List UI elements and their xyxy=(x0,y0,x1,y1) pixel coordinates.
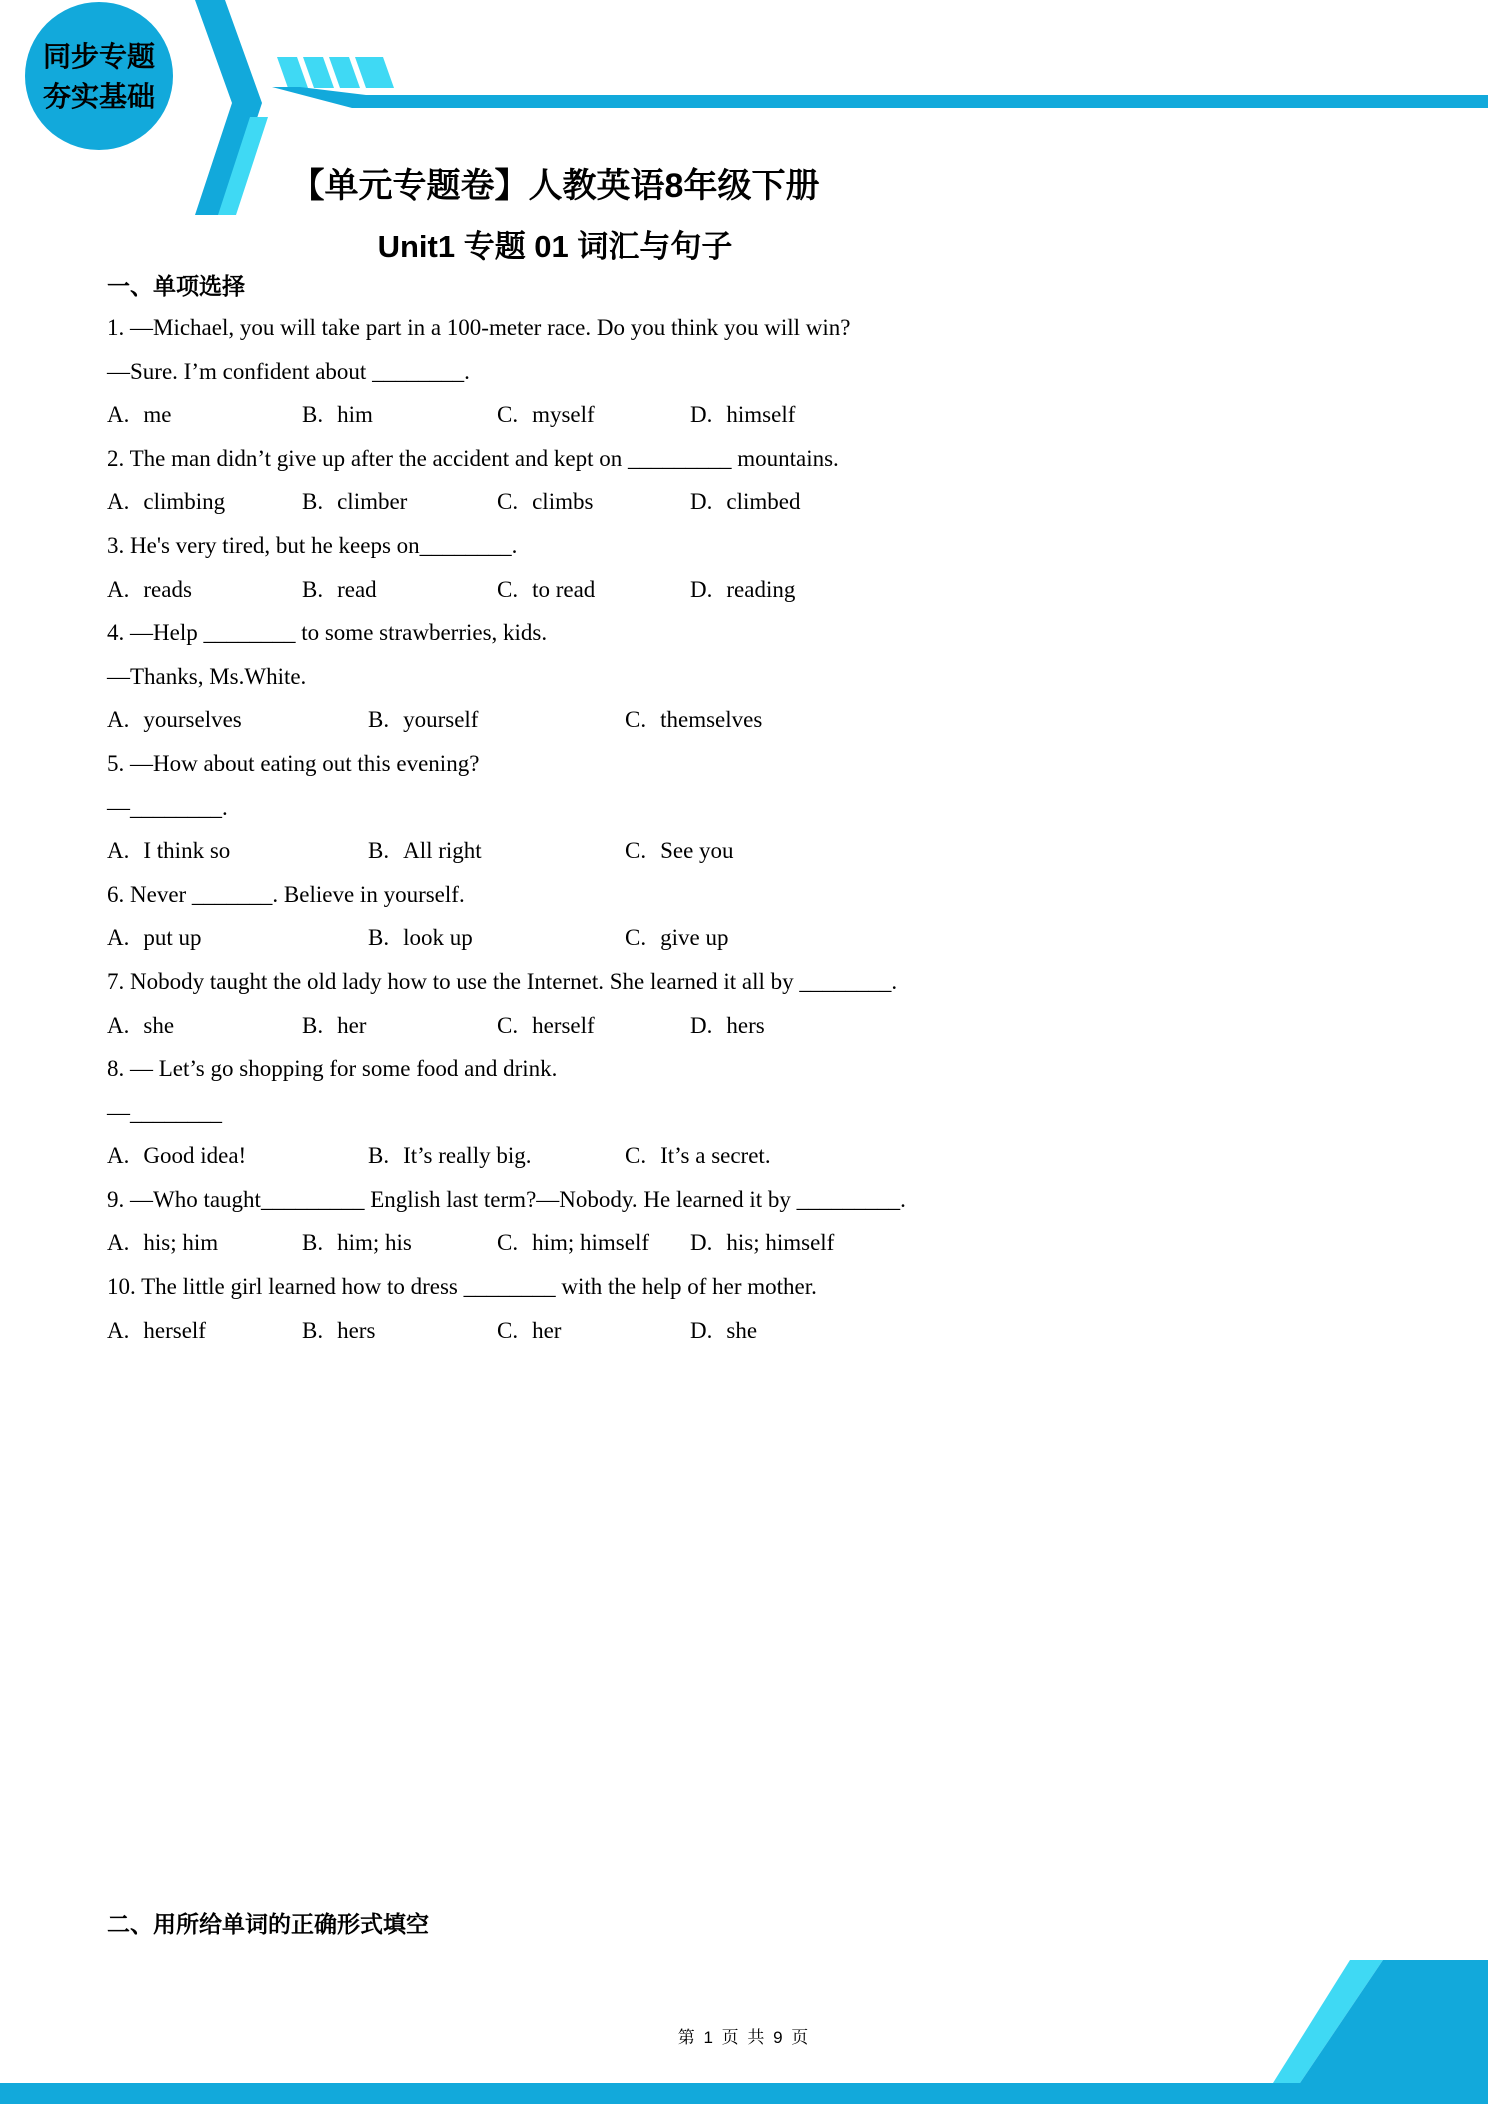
option xyxy=(625,698,762,742)
option-text: she xyxy=(143,1012,175,1038)
option-text: me xyxy=(143,402,172,428)
question-line: 3. He's very tired, but he keeps on________. xyxy=(107,532,518,558)
option xyxy=(302,568,377,612)
option-label: C. xyxy=(625,925,647,951)
option-text: hers xyxy=(726,1012,765,1038)
option-text: his; himself xyxy=(726,1230,835,1256)
option-text: climbed xyxy=(726,489,801,515)
option xyxy=(497,1309,561,1353)
header-rule-bar xyxy=(272,87,1488,108)
option-label: A. xyxy=(107,838,130,864)
option-label: D. xyxy=(690,1317,713,1343)
option xyxy=(497,1004,595,1048)
question-line: 7. Nobody taught the old lady how to use the Internet. She learned it all by ________. xyxy=(107,968,898,994)
badge-text-line2: 夯实基础 xyxy=(42,81,156,112)
option-text: yourselves xyxy=(143,707,242,733)
option-row xyxy=(107,698,1437,742)
option-label: A. xyxy=(107,576,130,602)
option-label: D. xyxy=(690,402,713,428)
option-label: D. xyxy=(690,576,713,602)
option-text: climbing xyxy=(143,489,226,515)
option-label: B. xyxy=(302,1012,324,1038)
option xyxy=(497,393,595,437)
option-row xyxy=(107,1134,1437,1178)
option-text: she xyxy=(726,1317,758,1343)
option-label: C. xyxy=(497,1230,519,1256)
option-label: B. xyxy=(368,925,390,951)
question-line: 2. The man didn’t give up after the accident and kept on _________ mountains. xyxy=(107,445,839,471)
stripe-icon xyxy=(277,57,308,88)
option-row xyxy=(107,1221,1437,1265)
badge-circle xyxy=(25,2,173,150)
option xyxy=(107,480,225,524)
question-block xyxy=(107,873,1437,960)
question-block xyxy=(107,1178,1437,1265)
option-label: C. xyxy=(625,838,647,864)
option-label: C. xyxy=(497,1317,519,1343)
option-label: A. xyxy=(107,1230,130,1256)
option-text: himself xyxy=(726,402,796,428)
question-block xyxy=(107,1047,1437,1178)
option-label: C. xyxy=(497,576,519,602)
question-line: —________. xyxy=(107,794,228,820)
option xyxy=(302,393,373,437)
stripe-icon xyxy=(355,57,394,88)
option-label: B. xyxy=(368,838,390,864)
question-line: 1. —Michael, you will take part in a 100-meter race. Do you think you will win? xyxy=(107,315,851,340)
option xyxy=(690,1309,757,1353)
option xyxy=(497,568,595,612)
footer-bar xyxy=(0,2083,1488,2104)
option-text: reading xyxy=(726,576,796,602)
option-text: climbs xyxy=(532,489,594,515)
option-label: A. xyxy=(107,1012,130,1038)
footer-page-number: 第 1 页 共 9 页 xyxy=(677,2028,811,2047)
option xyxy=(107,1004,174,1048)
question-block xyxy=(107,742,1437,873)
option-label: C. xyxy=(497,489,519,515)
option-text: See you xyxy=(660,838,734,864)
section-2-heading: 二、用所给单词的正确形式填空 xyxy=(107,1911,429,1937)
option-row xyxy=(107,1309,1437,1353)
option xyxy=(107,829,230,873)
option-text: him; his xyxy=(337,1230,412,1256)
option-text: reads xyxy=(143,576,192,602)
option-label: A. xyxy=(107,925,130,951)
option xyxy=(690,568,795,612)
badge-text-line1: 同步专题 xyxy=(42,41,156,72)
option xyxy=(625,829,734,873)
option-text: him; himself xyxy=(532,1230,650,1256)
question-line: —________ xyxy=(107,1099,222,1125)
option-label: A. xyxy=(107,707,130,733)
question-line: 5. —How about eating out this evening? xyxy=(107,750,480,776)
option xyxy=(107,1134,246,1178)
option-text: her xyxy=(532,1317,562,1343)
option xyxy=(107,568,192,612)
option-text: look up xyxy=(403,925,473,951)
option-text: yourself xyxy=(403,707,479,733)
option xyxy=(625,916,728,960)
section-1-heading: 一、单项选择 xyxy=(107,273,245,299)
question-line: 9. —Who taught_________ English last term?—Nobody. He learned it by _________. xyxy=(107,1186,906,1212)
option xyxy=(368,829,482,873)
option-label: B. xyxy=(368,1143,390,1169)
stripe-icon xyxy=(329,57,360,88)
question-line: 8. — Let’s go shopping for some food and drink. xyxy=(107,1056,558,1082)
question-block xyxy=(107,611,1437,742)
option-text: read xyxy=(337,576,377,602)
option-text: themselves xyxy=(660,707,763,733)
option-text: her xyxy=(337,1012,367,1038)
question-line: —Thanks, Ms.White. xyxy=(107,663,307,689)
option-text: herself xyxy=(143,1317,206,1343)
question-line: 10. The little girl learned how to dress ________ with the help of her mother. xyxy=(107,1274,817,1300)
question-block xyxy=(107,1265,1437,1352)
option xyxy=(368,1134,531,1178)
option-label: D. xyxy=(690,489,713,515)
question-line: 6. Never _______. Believe in yourself. xyxy=(107,881,465,907)
option-text: give up xyxy=(660,925,729,951)
option-label: B. xyxy=(302,576,324,602)
option-text: It’s really big. xyxy=(403,1143,532,1169)
option-text: Good idea! xyxy=(143,1143,247,1169)
option xyxy=(690,1004,765,1048)
option-label: A. xyxy=(107,1143,130,1169)
option xyxy=(368,698,478,742)
corner-decoration xyxy=(1150,1920,1488,2104)
option-row xyxy=(107,393,1437,437)
question-block xyxy=(107,306,1437,437)
page-subtitle: Unit1 专题 01 词汇与句子 xyxy=(377,229,733,264)
option-label: C. xyxy=(497,1012,519,1038)
option-row xyxy=(107,916,1437,960)
option-text: It’s a secret. xyxy=(660,1143,771,1169)
option-text: All right xyxy=(403,838,482,864)
option xyxy=(107,1309,206,1353)
option-text: to read xyxy=(532,576,596,602)
option xyxy=(302,480,407,524)
option xyxy=(107,916,202,960)
option-label: D. xyxy=(690,1012,713,1038)
option-row xyxy=(107,480,1437,524)
option-label: C. xyxy=(625,1143,647,1169)
option xyxy=(497,1221,649,1265)
option-text: I think so xyxy=(143,838,231,864)
option xyxy=(690,480,800,524)
option-text: hers xyxy=(337,1317,376,1343)
question-list xyxy=(107,306,1437,1352)
option xyxy=(302,1309,375,1353)
option xyxy=(107,1221,218,1265)
option-label: A. xyxy=(107,1317,130,1343)
option-label: A. xyxy=(107,489,130,515)
option-label: C. xyxy=(497,402,519,428)
option-label: B. xyxy=(302,489,324,515)
option-text: climber xyxy=(337,489,408,515)
question-line: —Sure. I’m confident about ________. xyxy=(107,358,470,384)
option-row xyxy=(107,829,1437,873)
question-block xyxy=(107,960,1437,1047)
option xyxy=(107,393,171,437)
option xyxy=(690,1221,834,1265)
question-block xyxy=(107,524,1437,611)
option xyxy=(302,1004,366,1048)
question-line: 4. —Help ________ to some strawberries, kids. xyxy=(107,620,548,646)
option-row xyxy=(107,568,1437,612)
stripe-icon xyxy=(303,57,334,88)
option xyxy=(302,1221,412,1265)
option-label: A. xyxy=(107,402,130,428)
option-text: him xyxy=(337,402,373,428)
option-label: D. xyxy=(690,1230,713,1256)
option xyxy=(497,480,593,524)
option-text: myself xyxy=(532,402,595,428)
option xyxy=(690,393,795,437)
option xyxy=(368,916,473,960)
option xyxy=(625,1134,771,1178)
option xyxy=(107,698,242,742)
question-block xyxy=(107,437,1437,524)
option-row xyxy=(107,1004,1437,1048)
option-label: B. xyxy=(302,1230,324,1256)
option-label: B. xyxy=(302,402,324,428)
option-label: B. xyxy=(302,1317,324,1343)
page-title: 【单元专题卷】人教英语8年级下册 xyxy=(290,167,820,205)
option-text: herself xyxy=(532,1012,595,1038)
option-text: put up xyxy=(143,925,202,951)
option-text: his; him xyxy=(143,1230,219,1256)
option-label: C. xyxy=(625,707,647,733)
option-label: B. xyxy=(368,707,390,733)
